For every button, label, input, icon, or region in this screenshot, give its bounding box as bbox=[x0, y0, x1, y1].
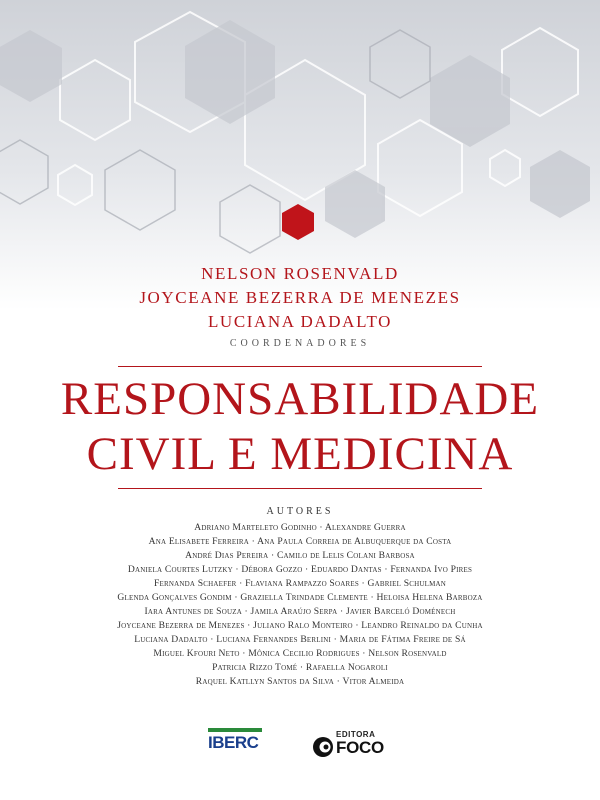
coordinators-block bbox=[0, 262, 600, 352]
author-line: Ana Elisabete Ferreira · Ana Paula Correia de Albuquerque da Costa bbox=[148, 536, 452, 547]
author-line: Glenda Gonçalves Gondim · Graziella Trindade Clemente · Heloisa Helena Barboza bbox=[117, 592, 483, 603]
author-line: Daniela Courtes Lutzky · Débora Gozzo · Eduardo Dantas · Fernanda Ivo Pires bbox=[127, 564, 473, 575]
author-line: Adriano Marteleto Godinho · Alexandre Guerra bbox=[194, 522, 406, 533]
authors-label: AUTORES bbox=[266, 506, 334, 517]
iberc-logo-text: IBERC bbox=[208, 733, 259, 752]
author-line: André Dias Pereira · Camilo de Lelis Colani Barbosa bbox=[185, 550, 415, 561]
author-line: Patricia Rizzo Tomé · Rafaella Nogaroli bbox=[212, 662, 388, 673]
book-title bbox=[0, 372, 600, 482]
book-title-line-2: CIVIL E MEDICINA bbox=[86, 428, 514, 480]
author-line: Luciana Dadalto · Luciana Fernandes Berlini · Maria de Fátima Freire de Sá bbox=[134, 634, 466, 645]
foco-logo-top-text: EDITORA bbox=[336, 730, 376, 739]
iberc-logo bbox=[208, 728, 262, 752]
coordinator-name: LUCIANA DADALTO bbox=[207, 312, 393, 331]
foco-logo-name-text: FOCO bbox=[336, 738, 384, 757]
authors-block bbox=[0, 504, 600, 689]
iberc-green-bar bbox=[208, 728, 262, 732]
author-line: Iara Antunes de Souza · Jamila Araújo Serpa · Javier Barceló Doménech bbox=[144, 606, 456, 617]
foco-mark-icon bbox=[312, 736, 334, 758]
coordinator-name: JOYCEANE BEZERRA DE MENEZES bbox=[139, 288, 461, 307]
publisher-logos bbox=[0, 724, 600, 764]
author-line: Raquel Katllyn Santos da Silva · Vitor Almeida bbox=[195, 676, 405, 687]
book-title-line-1: RESPONSABILIDADE bbox=[60, 373, 540, 425]
author-line: Fernanda Schaefer · Flaviana Rampazzo Soares · Gabriel Schulman bbox=[153, 578, 447, 589]
author-line: Joyceane Bezerra de Menezes · Juliano Ralo Monteiro · Leandro Reinaldo da Cunha bbox=[117, 620, 483, 631]
coordinator-name: NELSON ROSENVALD bbox=[201, 264, 399, 283]
title-bottom-rule bbox=[118, 488, 482, 489]
title-top-rule bbox=[118, 366, 482, 367]
coordinators-role-label: COORDENADORES bbox=[229, 338, 371, 349]
author-line: Miguel Kfouri Neto · Mônica Cecilio Rodrigues · Nelson Rosenvald bbox=[153, 648, 447, 659]
